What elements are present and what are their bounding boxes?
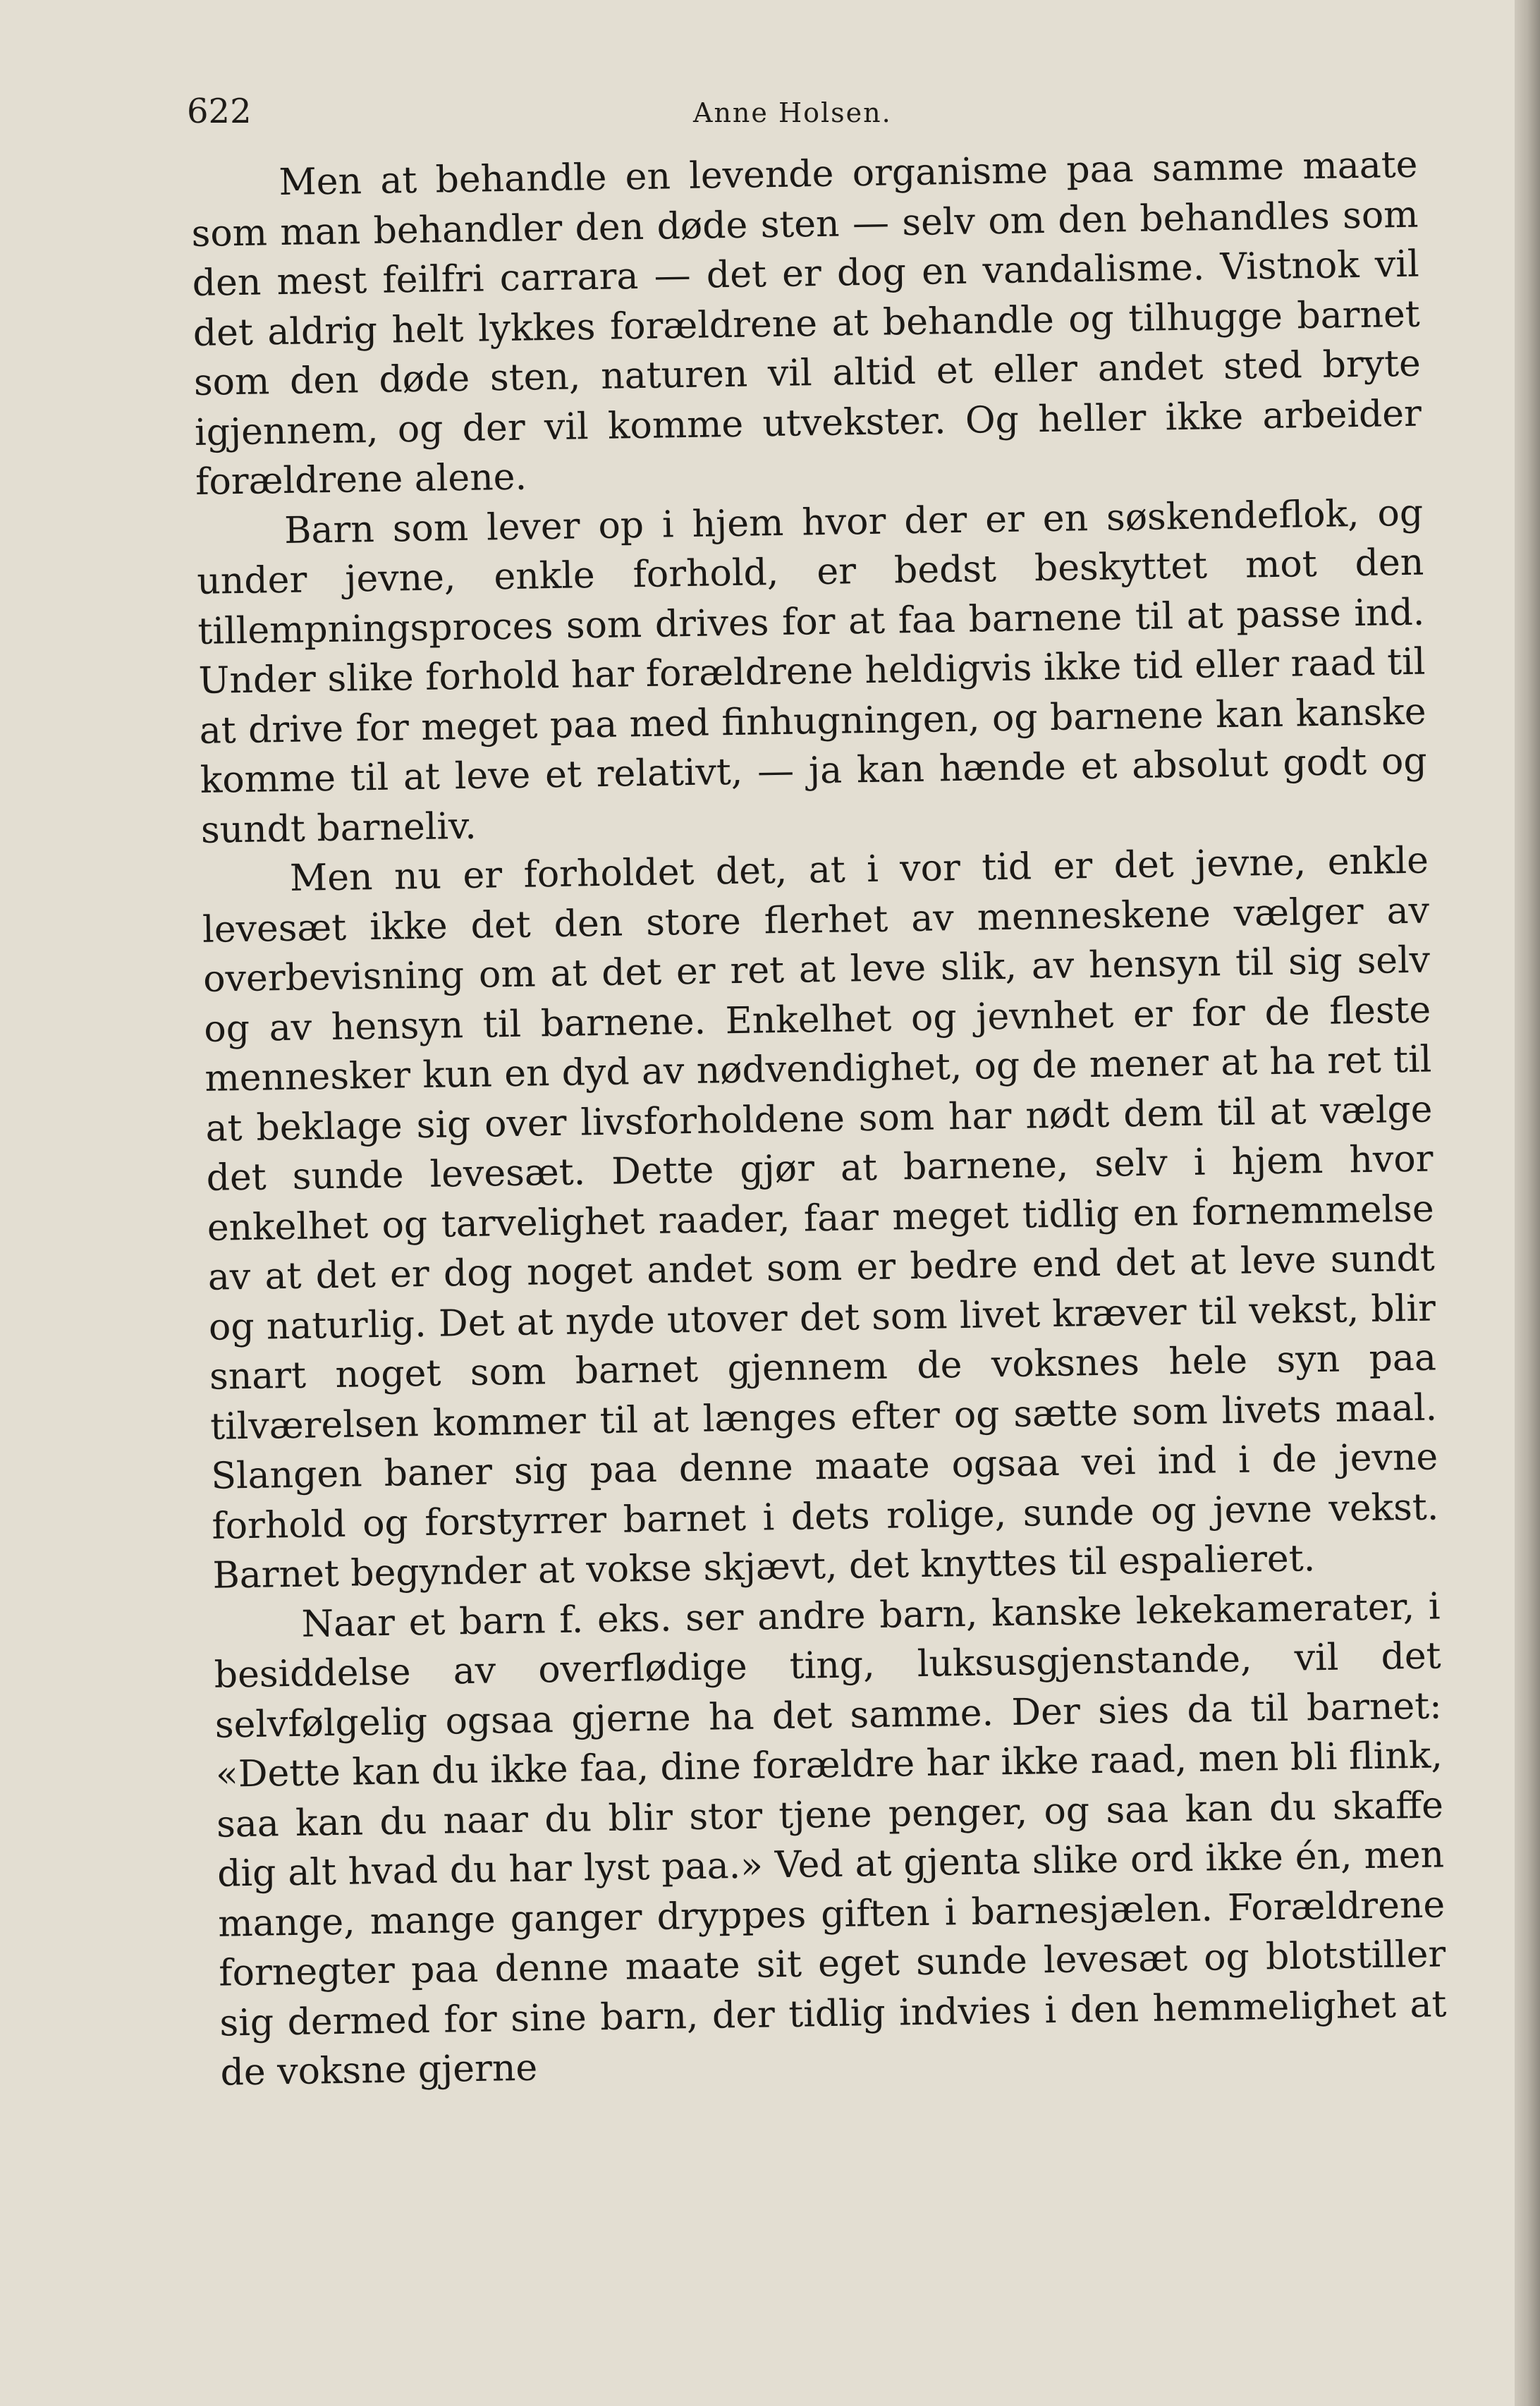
- page-edge-shadow: [1515, 0, 1540, 2406]
- paragraph-4: Naar et barn f. eks. ser andre barn, kanske lekekamerater, i besiddelse av overflødige ting, luksusgjenstande, vil det selvfølgelig ogsaa gjerne ha det samme. Der sies da til barnet: «Dette kan du ikke faa, dine forældre har ikke raad, men bli flink, saa kan du naar du blir stor tjene penger, og saa kan du skaffe dig alt hvad du har lyst paa.» Ved at gjenta slike ord ikke én, men mange, mange ganger dryppes giften i barnesjælen. Forældrene fornegter paa denne maate sit eget sunde levesæt og blotstiller sig dermed for sine barn, der tidlig indvies i den hemmelighet at de voksne gjerne: [214, 1584, 1447, 2094]
- paragraph-3: Men nu er forholdet det, at i vor tid er det jevne, enkle levesæt ikke det den store flerhet av menneskene vælger av overbevisning om at det er ret at leve slik, av hensyn til sig selv og av hensyn til barnene. Enkelhet og jevnhet er for de fleste mennesker kun en dyd av nødvendighet, og de mener at ha ret til at beklage sig over livsforholdene som har nødt dem til at vælge det sunde levesæt. Dette gjør at barnene, selv i hjem hvor enkelhet og tarvelighet raader, faar meget tidlig en fornemmelse av at det er dog noget andet som er bedre end det at leve sundt og naturlig. Det at nyde utover det som livet kræver til vekst, blir snart noget som barnet gjennem de voksnes hele syn paa tilværelsen kommer til at længes efter og sætte som livets maal. Slangen baner sig paa denne maate ogsaa vei ind i de jevne forhold og forstyrrer barnet i dets rolige, sunde og jevne vekst. Barnet begynder at vokse skjævt, det knyttes til espalieret.: [202, 839, 1439, 1597]
- page-number: 622: [187, 92, 252, 131]
- paragraph-1: Men at behandle en levende organisme paa samme maate som man behandler den døde sten — selv om den behandles som den mest feilfri carrara — det er dog en vandalisme. Vistnok vil det aldrig helt lykkes forældrene at behandle og tilhugge barnet som den døde sten, naturen vil altid et eller andet sted bryte igjennem, og der vil komme utvekster. Og heller ikke arbeider forældrene alene.: [191, 143, 1422, 503]
- paragraph-2: Barn som lever op i hjem hvor der er en søskendeflok, og under jevne, enkle forhold, er bedst beskyttet mot den tillempningsproces som drives for at faa barnene til at passe ind. Under slike forhold har forældrene heldigvis ikke tid eller raad til at drive for meget paa med finhugningen, og barnene kan kanske komme til at leve et relativt, — ja kan hænde et absolut godt og sundt barneliv.: [196, 491, 1428, 852]
- page-header: [187, 90, 1414, 133]
- running-head: Anne Holsen.: [693, 97, 892, 128]
- body-text: [190, 140, 1448, 2098]
